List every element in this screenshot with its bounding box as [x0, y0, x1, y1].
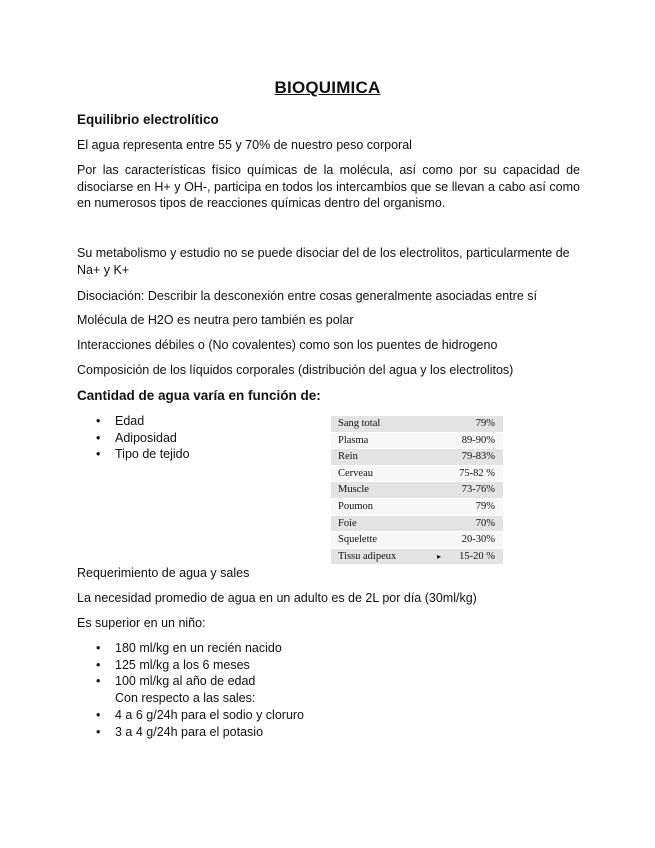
bullet-icon: • — [96, 414, 101, 428]
paragraph-superior-nino: Es superior en un niño: — [77, 616, 206, 630]
factors-list — [77, 413, 190, 463]
table-row: Rein 79-83% — [331, 449, 503, 466]
list-item: • Tipo de tejido — [96, 447, 190, 461]
paragraph-composicion: Composición de los líquidos corporales (distribución del agua y los electrolitos) — [77, 363, 514, 377]
section-heading-cantidad-agua: Cantidad de agua varía en función de: — [77, 388, 321, 403]
table-row: Tissu adipeux ▸ 15-20 % — [331, 549, 503, 566]
paragraph-disociacion: Disociación: Describir la desconexión entre cosas generalmente asociadas entre sí — [77, 289, 537, 303]
list-item: • 180 ml/kg en un recién nacido — [96, 641, 282, 655]
salts-intro: Con respecto a las sales: — [115, 691, 256, 705]
list-item: • Edad — [96, 414, 145, 428]
paragraph-molecula-polar: Molécula de H2O es neutra pero también es polar — [77, 313, 354, 327]
list-item: • 3 a 4 g/24h para el potasio — [96, 724, 264, 739]
table-row: Sang total 79% — [331, 416, 503, 433]
bullet-icon: • — [96, 447, 101, 461]
paragraph-metabolismo: Su metabolismo y estudio no se puede disociar del de los electrolitos, particularmente de Na+ y K+ — [77, 246, 570, 277]
paragraph-necesidad-adulto: La necesidad promedio de agua en un adulto es de 2L por día (30ml/kg) — [77, 591, 477, 605]
table-row: Plasma 89-90% — [331, 433, 503, 450]
document-title: BIOQUIMICA — [274, 78, 381, 97]
paragraph-agua-peso: El agua representa entre 55 y 70% de nuestro peso corporal — [77, 138, 412, 152]
table-row: Muscle 73-76% — [331, 482, 503, 499]
water-content-table — [331, 416, 503, 562]
bullet-icon: • — [96, 674, 101, 688]
table-row: Squelette 20-30% — [331, 532, 503, 549]
table-row: Poumon 79% — [331, 499, 503, 516]
bullet-icon: • — [96, 724, 101, 739]
bullet-icon: • — [96, 708, 101, 722]
table-row: Cerveau 75-82 % — [331, 466, 503, 483]
section-heading-equilibrio: Equilibrio electrolítico — [77, 112, 219, 127]
bullet-icon: • — [96, 641, 101, 655]
list-item: • 4 a 6 g/24h para el sodio y cloruro — [96, 708, 305, 722]
bullet-icon: • — [96, 430, 101, 445]
table-row: Foie 70% — [331, 516, 503, 533]
salts-list — [77, 707, 304, 740]
bullet-icon: • — [96, 657, 101, 672]
paragraph-caracteristicas: Por las características físico químicas de la molécula, así como por su capacidad de disociarse en H+ y OH-, participa en todos los intercambios que se llevan a cabo así como en numerosos tipos de reacciones químicas dentro del organismo. — [77, 163, 580, 210]
paragraph-interacciones: Interacciones débiles o (No covalentes) como son los puentes de hidrogeno — [77, 338, 498, 352]
list-item: • Adiposidad — [96, 430, 177, 445]
cursor-mark-icon: ▸ — [437, 551, 442, 561]
list-item: • 100 ml/kg al año de edad — [96, 674, 256, 688]
child-requirements-list — [77, 640, 282, 690]
list-item: • 125 ml/kg a los 6 meses — [96, 657, 250, 672]
paragraph-requerimiento: Requerimiento de agua y sales — [77, 566, 250, 580]
